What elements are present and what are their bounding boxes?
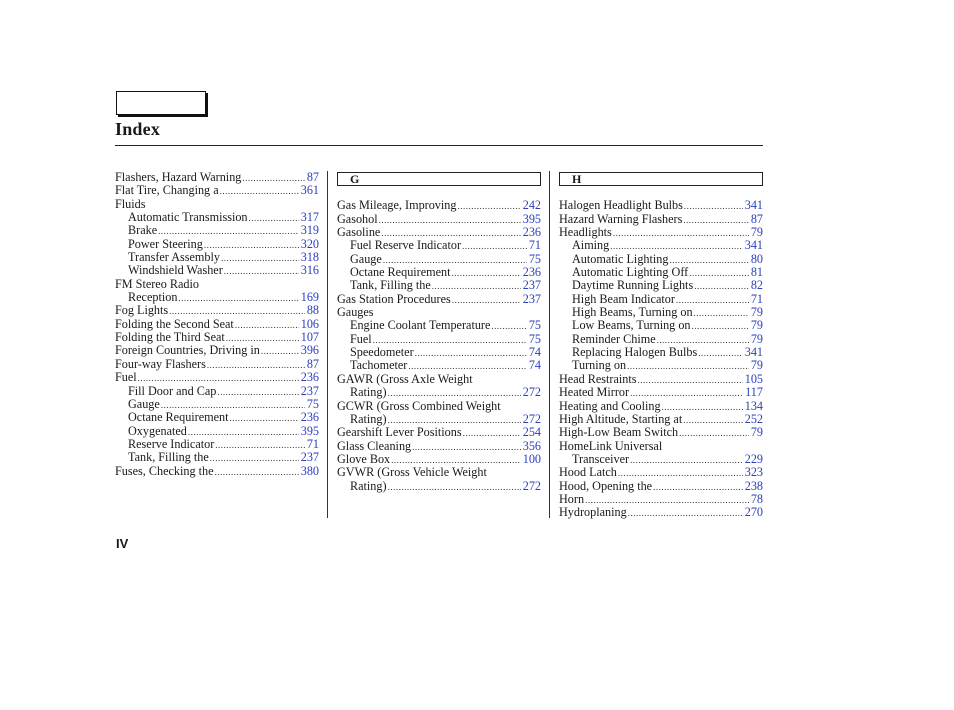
entry-term: High Beam Indicator bbox=[572, 291, 675, 306]
dot-leader bbox=[452, 294, 521, 307]
dot-leader bbox=[630, 454, 743, 467]
entry-term: Transfer Assembly bbox=[128, 250, 220, 265]
entry-term: Windshield Washer bbox=[128, 263, 223, 278]
index-subentry bbox=[559, 319, 763, 332]
entry-term: Fuses, Checking the bbox=[115, 463, 214, 478]
entry-term: Gasoline bbox=[337, 225, 381, 240]
index-subentry bbox=[559, 266, 763, 279]
dot-leader bbox=[261, 345, 299, 358]
page-link[interactable]: 252 bbox=[744, 411, 763, 426]
dot-leader bbox=[679, 427, 749, 440]
index-entry bbox=[337, 373, 541, 386]
page-link[interactable]: 87 bbox=[750, 211, 763, 226]
dot-leader bbox=[210, 452, 299, 465]
page-link[interactable]: 75 bbox=[528, 318, 541, 333]
entry-term: Gauge bbox=[350, 251, 382, 266]
entry-term: Fuel bbox=[350, 331, 372, 346]
page-link[interactable]: 75 bbox=[528, 251, 541, 266]
index-subentry bbox=[115, 291, 319, 304]
entry-term: Head Restraints bbox=[559, 371, 637, 386]
page-link[interactable]: 236 bbox=[522, 225, 541, 240]
entry-term: Flat Tire, Changing a bbox=[115, 183, 219, 198]
index-entry bbox=[115, 344, 319, 357]
index-entry bbox=[559, 413, 763, 426]
entry-term: Tank, Filling the bbox=[128, 450, 209, 465]
title-divider bbox=[115, 145, 763, 146]
index-entry bbox=[115, 318, 319, 331]
index-subentry bbox=[559, 453, 763, 466]
index-entry bbox=[559, 373, 763, 386]
page-link[interactable]: 254 bbox=[522, 425, 541, 440]
index-subentry bbox=[337, 266, 541, 279]
dot-leader bbox=[627, 360, 749, 373]
index-subentry bbox=[559, 333, 763, 346]
index-entry bbox=[337, 466, 541, 479]
index-entry bbox=[337, 213, 541, 226]
entry-term: Turning on bbox=[572, 358, 627, 373]
entry-term: Reminder Chime bbox=[572, 331, 656, 346]
index-entry bbox=[559, 213, 763, 226]
page-link[interactable]: 395 bbox=[522, 211, 541, 226]
entry-term: Glove Box bbox=[337, 451, 391, 466]
entry-term: Hood, Opening the bbox=[559, 478, 653, 493]
dot-leader bbox=[684, 200, 743, 213]
entry-term: Folding the Third Seat bbox=[115, 330, 225, 345]
index-subentry bbox=[115, 224, 319, 237]
page-link[interactable]: 238 bbox=[744, 478, 763, 493]
page-link[interactable]: 71 bbox=[306, 436, 319, 451]
page-link[interactable]: 88 bbox=[306, 303, 319, 318]
index-entry bbox=[559, 440, 763, 453]
dot-leader bbox=[698, 347, 742, 360]
column-divider-2 bbox=[549, 171, 550, 518]
page-link[interactable]: 323 bbox=[744, 465, 763, 480]
column-divider-1 bbox=[327, 171, 328, 518]
index-entry bbox=[337, 440, 541, 453]
index-subentry bbox=[337, 386, 541, 399]
section-tab-box bbox=[116, 91, 206, 115]
dot-leader bbox=[217, 386, 298, 399]
index-entry bbox=[559, 199, 763, 212]
page-link[interactable]: 341 bbox=[744, 238, 763, 253]
page-link[interactable]: 74 bbox=[528, 358, 541, 373]
page-link[interactable]: 317 bbox=[300, 210, 319, 225]
page-link[interactable]: 169 bbox=[300, 290, 319, 305]
entry-term: Automatic Lighting bbox=[572, 251, 669, 266]
dot-leader bbox=[683, 214, 748, 227]
dot-leader bbox=[230, 412, 299, 425]
dot-leader bbox=[692, 320, 749, 333]
entry-term: Automatic Transmission bbox=[128, 210, 248, 225]
dot-leader bbox=[613, 227, 749, 240]
entry-term: Engine Coolant Temperature bbox=[350, 318, 491, 333]
dot-leader bbox=[694, 307, 749, 320]
page-link[interactable]: 134 bbox=[744, 398, 763, 413]
entry-term: Foreign Countries, Driving in bbox=[115, 343, 260, 358]
page-title: Index bbox=[115, 119, 161, 139]
entry-term: Replacing Halogen Bulbs bbox=[572, 345, 698, 360]
page-link[interactable]: 79 bbox=[750, 331, 763, 346]
page-link[interactable]: 272 bbox=[522, 411, 541, 426]
page-link[interactable]: 237 bbox=[522, 291, 541, 306]
index-entry bbox=[559, 506, 763, 519]
index-entry bbox=[559, 426, 763, 439]
entry-term: FM Stereo Radio bbox=[115, 276, 199, 291]
page-link[interactable]: 106 bbox=[300, 316, 319, 331]
dot-leader bbox=[683, 414, 742, 427]
index-subentry bbox=[559, 359, 763, 372]
entry-term: Tachometer bbox=[350, 358, 408, 373]
dot-leader bbox=[415, 347, 527, 360]
entry-term: Aiming bbox=[572, 238, 610, 253]
entry-term: Speedometer bbox=[350, 345, 414, 360]
entry-term: Gearshift Lever Positions bbox=[337, 425, 462, 440]
letter-heading-g: G bbox=[337, 172, 541, 186]
entry-term: Folding the Second Seat bbox=[115, 316, 234, 331]
entry-term: Horn bbox=[559, 491, 585, 506]
dot-leader bbox=[457, 200, 520, 213]
index-subentry bbox=[559, 253, 763, 266]
page-link[interactable]: 117 bbox=[745, 385, 763, 400]
index-subentry bbox=[559, 239, 763, 252]
index-subentry bbox=[115, 411, 319, 424]
index-column-2 bbox=[337, 171, 541, 493]
entry-term: Heating and Cooling bbox=[559, 398, 661, 413]
page-link[interactable]: 87 bbox=[306, 356, 319, 371]
page-link[interactable]: 242 bbox=[522, 198, 541, 213]
dot-leader bbox=[653, 481, 743, 494]
entry-term: Tank, Filling the bbox=[350, 278, 431, 293]
entry-term: High Beams, Turning on bbox=[572, 305, 693, 320]
index-entry bbox=[115, 331, 319, 344]
index-entry bbox=[559, 480, 763, 493]
index-subentry bbox=[115, 251, 319, 264]
index-entry bbox=[559, 386, 763, 399]
page-link[interactable]: 236 bbox=[300, 370, 319, 385]
index-entry bbox=[337, 453, 541, 466]
page-link[interactable]: 79 bbox=[750, 305, 763, 320]
page-link[interactable]: 87 bbox=[306, 170, 319, 184]
page-link[interactable]: 75 bbox=[528, 331, 541, 346]
dot-leader bbox=[242, 172, 304, 185]
page-link[interactable]: 356 bbox=[522, 438, 541, 453]
entry-term: Low Beams, Turning on bbox=[572, 318, 691, 333]
index-entry bbox=[559, 226, 763, 239]
entry-term: Reserve Indicator bbox=[128, 436, 215, 451]
index-entry bbox=[115, 465, 319, 478]
dot-leader bbox=[220, 185, 299, 198]
index-entry bbox=[115, 198, 319, 211]
index-entry bbox=[115, 184, 319, 197]
entry-term: Rating) bbox=[350, 385, 387, 400]
page-link[interactable]: 79 bbox=[750, 358, 763, 373]
page-link[interactable]: 236 bbox=[300, 410, 319, 425]
dot-leader bbox=[462, 240, 527, 253]
page-link[interactable]: 237 bbox=[522, 278, 541, 293]
entry-term: Fog Lights bbox=[115, 303, 169, 318]
index-entry bbox=[337, 306, 541, 319]
page-link[interactable]: 74 bbox=[528, 345, 541, 360]
dot-leader bbox=[221, 252, 299, 265]
entry-term: Glass Cleaning bbox=[337, 438, 412, 453]
page-link[interactable]: 75 bbox=[306, 396, 319, 411]
entry-term: Automatic Lighting Off bbox=[572, 265, 689, 280]
page-link[interactable]: 319 bbox=[300, 223, 319, 238]
entry-term: Gauges bbox=[337, 305, 374, 320]
index-subentry bbox=[337, 319, 541, 332]
entry-term: Oxygenated bbox=[128, 423, 187, 438]
dot-leader bbox=[689, 267, 749, 280]
page-number: IV bbox=[116, 536, 129, 551]
entry-term: Hood Latch bbox=[559, 465, 617, 480]
index-entry bbox=[115, 358, 319, 371]
index-subentry bbox=[337, 413, 541, 426]
index-subentry bbox=[115, 438, 319, 451]
index-subentry bbox=[337, 346, 541, 359]
entry-term: Heated Mirror bbox=[559, 385, 630, 400]
page-link[interactable]: 80 bbox=[750, 251, 763, 266]
index-subentry bbox=[559, 346, 763, 359]
index-entry bbox=[115, 278, 319, 291]
page-link[interactable]: 105 bbox=[744, 371, 763, 386]
entry-term: HomeLink Universal bbox=[559, 438, 663, 453]
index-entry bbox=[115, 371, 319, 384]
entry-term: Gasohol bbox=[337, 211, 378, 226]
entry-term: Reception bbox=[128, 290, 178, 305]
entry-term: Headlights bbox=[559, 225, 612, 240]
index-subentry bbox=[559, 306, 763, 319]
page-link[interactable]: 79 bbox=[750, 425, 763, 440]
index-entry bbox=[337, 199, 541, 212]
entry-term: Daytime Running Lights bbox=[572, 278, 694, 293]
page-link[interactable]: 71 bbox=[750, 291, 763, 306]
entry-term: Flashers, Hazard Warning bbox=[115, 170, 242, 184]
page-link[interactable]: 396 bbox=[300, 343, 319, 358]
dot-leader bbox=[412, 441, 521, 454]
index-subentry bbox=[115, 451, 319, 464]
dot-leader bbox=[178, 292, 298, 305]
page-link[interactable]: 236 bbox=[522, 265, 541, 280]
dot-leader bbox=[452, 267, 521, 280]
index-subentry bbox=[337, 239, 541, 252]
dot-leader bbox=[215, 466, 299, 479]
entry-term: Rating) bbox=[350, 478, 387, 493]
entry-term: GCWR (Gross Combined Weight bbox=[337, 398, 501, 413]
page-link[interactable]: 82 bbox=[750, 278, 763, 293]
page-link[interactable]: 380 bbox=[300, 463, 319, 478]
dot-leader bbox=[694, 280, 749, 293]
index-subentry bbox=[115, 238, 319, 251]
entry-term: Hazard Warning Flashers bbox=[559, 211, 683, 226]
index-entry bbox=[115, 304, 319, 317]
index-subentry bbox=[559, 293, 763, 306]
page-link[interactable]: 100 bbox=[522, 451, 541, 466]
page-link[interactable]: 361 bbox=[300, 183, 319, 198]
index-subentry bbox=[337, 333, 541, 346]
index-entry bbox=[559, 466, 763, 479]
entry-term: Rating) bbox=[350, 411, 387, 426]
entry-term: Fuel bbox=[115, 370, 137, 385]
page-link[interactable]: 107 bbox=[300, 330, 319, 345]
index-subentry bbox=[115, 264, 319, 277]
index-subentry bbox=[337, 253, 541, 266]
page-link[interactable]: 318 bbox=[300, 250, 319, 265]
dot-leader bbox=[224, 265, 299, 278]
entry-term: Hydroplaning bbox=[559, 505, 627, 520]
heading-gap bbox=[559, 186, 763, 199]
index-subentry bbox=[115, 398, 319, 411]
index-subentry bbox=[115, 425, 319, 438]
entry-term: Fill Door and Cap bbox=[128, 383, 217, 398]
entry-term: High Altitude, Starting at bbox=[559, 411, 683, 426]
letter-heading-h: H bbox=[559, 172, 763, 186]
entry-term: Transceiver bbox=[572, 451, 630, 466]
entry-term: Halogen Headlight Bulbs bbox=[559, 198, 683, 213]
page-link[interactable]: 81 bbox=[750, 265, 763, 280]
entry-term: GVWR (Gross Vehicle Weight bbox=[337, 465, 487, 480]
index-subentry bbox=[337, 279, 541, 292]
page-link[interactable]: 270 bbox=[744, 505, 763, 520]
entry-term: Octane Requirement bbox=[350, 265, 451, 280]
index-column-1 bbox=[115, 171, 319, 478]
index-column-3 bbox=[559, 171, 763, 520]
dot-leader bbox=[207, 359, 305, 372]
entry-term: Gauge bbox=[128, 396, 160, 411]
page-link[interactable]: 272 bbox=[522, 478, 541, 493]
dot-leader bbox=[235, 319, 299, 332]
dot-leader bbox=[491, 320, 526, 333]
dot-leader bbox=[388, 481, 521, 494]
page-link[interactable]: 237 bbox=[300, 383, 319, 398]
entry-term: High-Low Beam Switch bbox=[559, 425, 679, 440]
dot-leader bbox=[463, 427, 521, 440]
entry-term: Brake bbox=[128, 223, 158, 238]
page-link[interactable]: 79 bbox=[750, 225, 763, 240]
index-entry bbox=[559, 493, 763, 506]
index-subentry bbox=[337, 480, 541, 493]
page-link[interactable]: 341 bbox=[744, 198, 763, 213]
entry-term: Gas Mileage, Improving bbox=[337, 198, 457, 213]
heading-gap bbox=[337, 186, 541, 199]
index-entry bbox=[337, 400, 541, 413]
page-link[interactable]: 78 bbox=[750, 491, 763, 506]
page-link[interactable]: 79 bbox=[750, 318, 763, 333]
dot-leader bbox=[628, 507, 743, 520]
page-link[interactable]: 316 bbox=[300, 263, 319, 278]
entry-term: Four-way Flashers bbox=[115, 356, 206, 371]
index-entry bbox=[337, 426, 541, 439]
entry-term: GAWR (Gross Axle Weight bbox=[337, 371, 473, 386]
dot-leader bbox=[215, 439, 305, 452]
index-subentry bbox=[337, 359, 541, 372]
page-link[interactable]: 71 bbox=[528, 238, 541, 253]
index-entry bbox=[115, 171, 319, 184]
dot-leader bbox=[379, 214, 521, 227]
dot-leader bbox=[249, 212, 299, 225]
page-link[interactable]: 395 bbox=[300, 423, 319, 438]
entry-term: Power Steering bbox=[128, 236, 203, 251]
index-subentry bbox=[115, 385, 319, 398]
page-link[interactable]: 229 bbox=[744, 451, 763, 466]
entry-term: Fuel Reserve Indicator bbox=[350, 238, 462, 253]
page-link[interactable]: 272 bbox=[522, 385, 541, 400]
entry-term: Octane Requirement bbox=[128, 410, 229, 425]
page-link[interactable]: 237 bbox=[300, 450, 319, 465]
index-entry bbox=[337, 293, 541, 306]
index-entry bbox=[559, 400, 763, 413]
index-subentry bbox=[559, 279, 763, 292]
page-link[interactable]: 341 bbox=[744, 345, 763, 360]
index-subentry bbox=[115, 211, 319, 224]
index-entry bbox=[337, 226, 541, 239]
entry-term: Gas Station Procedures bbox=[337, 291, 451, 306]
entry-term: Fluids bbox=[115, 196, 146, 211]
page-link[interactable]: 320 bbox=[300, 236, 319, 251]
dot-leader bbox=[638, 374, 743, 387]
